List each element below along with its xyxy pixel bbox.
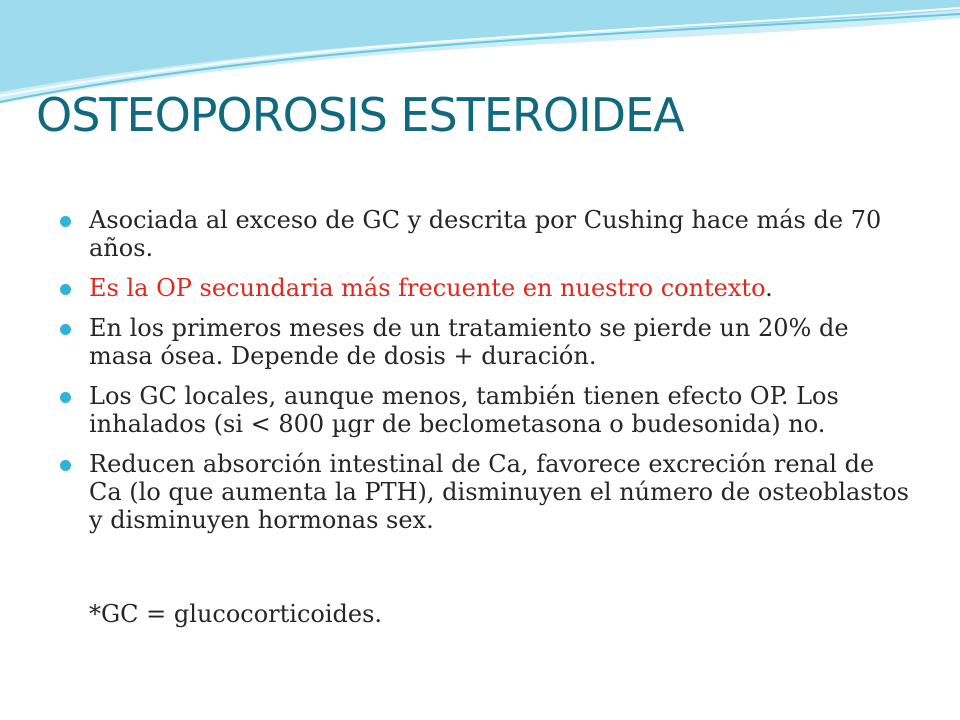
bullet-dot-icon (60, 216, 71, 227)
bullet-highlight-text: Es la OP secundaria más frecuente en nuestro contexto (89, 274, 766, 302)
bullet-item (60, 206, 910, 262)
bullet-item (60, 274, 910, 302)
bullet-item (60, 450, 910, 534)
slide-title: OSTEOPOROSIS ESTEROIDEA (36, 88, 684, 142)
bullet-text: Reducen absorción intestinal de Ca, favorece excreción renal de Ca (lo que aumenta la PTH), disminuyen el número de osteoblastos y disminuyen hormonas sex. (89, 450, 909, 534)
bullet-dot-icon (60, 284, 71, 295)
bullet-text: Los GC locales, aunque menos, también tienen efecto OP. Los inhalados (si < 800 µgr de beclometasona o budesonida) no. (89, 382, 839, 438)
bullet-list (60, 206, 910, 546)
bullet-item (60, 382, 910, 438)
bullet-dot-icon (60, 392, 71, 403)
footnote: *GC = glucocorticoides. (89, 600, 383, 628)
bullet-text: En los primeros meses de un tratamiento se pierde un 20% de masa ósea. Depende de dosis + duración. (89, 314, 849, 370)
bullet-item (60, 314, 910, 370)
bullet-text: Asociada al exceso de GC y descrita por Cushing hace más de 70 años. (89, 206, 882, 262)
bullet-dot-icon (60, 460, 71, 471)
bullet-dot-icon (60, 324, 71, 335)
bullet-suffix-text: . (765, 274, 773, 302)
